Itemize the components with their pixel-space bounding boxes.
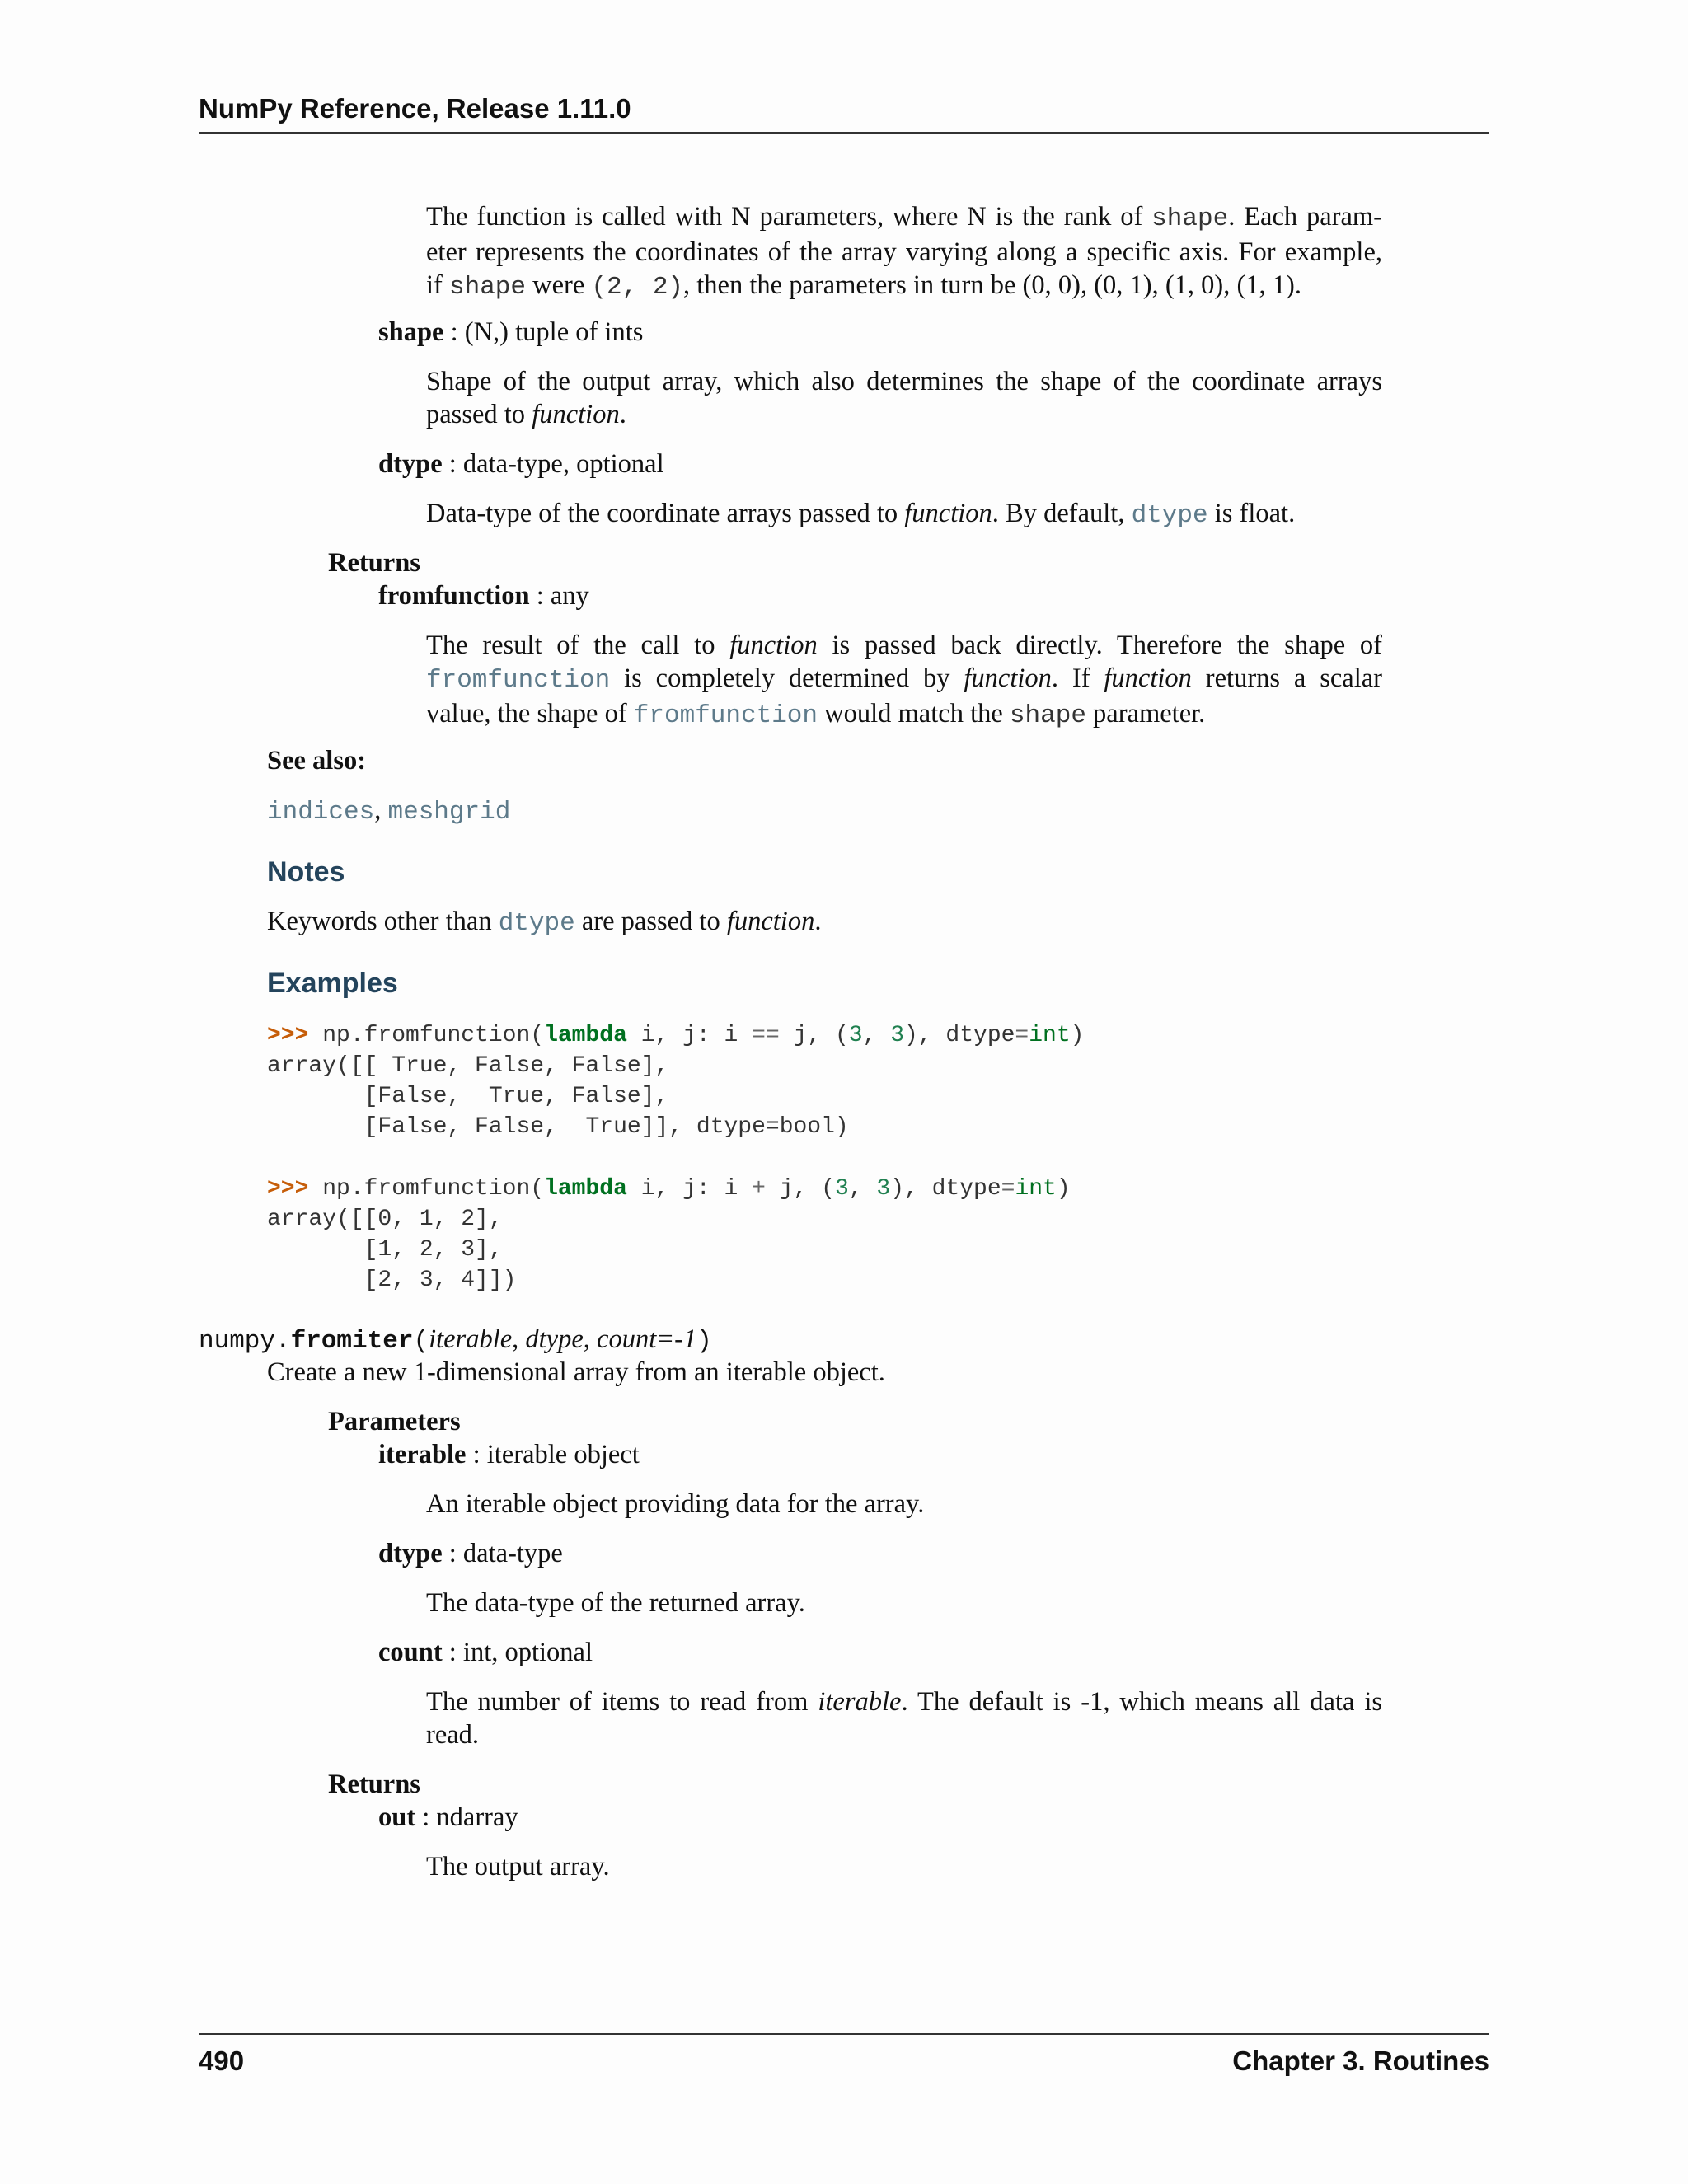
fromfunction-link[interactable]: fromfunction — [426, 666, 611, 695]
param-count-description: The number of items to read from iterable. The default is -1, which means all data is read. — [426, 1687, 1382, 1750]
param-iterable-heading: iterable : iterable object — [378, 1440, 640, 1469]
page-number: 490 — [199, 2046, 245, 2076]
notes-text: Keywords other than dtype are passed to function. — [267, 907, 822, 938]
code-example-2: >>> np.fromfunction(lambda i, j: i + j, (3, 3), dtype=int) array([[0, 1, 2], [1, 2, 3], [2, 3, 4]]) — [267, 1176, 1071, 1293]
param-iterable-description: An iterable object providing data for the array. — [426, 1489, 925, 1519]
returns-out-description: The output array. — [426, 1852, 610, 1882]
see-also-links: indices, meshgrid — [267, 795, 511, 827]
code-example-1: >>> np.fromfunction(lambda i, j: i == j, (3, 3), dtype=int) array([[ True, False, False], [False, True, False], [False, False, True]], dtype=bool) — [267, 1023, 1085, 1140]
param-dtype-heading: dtype : data-type, optional — [378, 449, 664, 479]
chapter-label: Chapter 3. Routines — [1232, 2046, 1489, 2076]
indices-link[interactable]: indices — [267, 798, 375, 827]
returns-label: Returns — [328, 548, 420, 578]
returns-fromfunction-heading: fromfunction : any — [378, 581, 589, 611]
parameters-label: Parameters — [328, 1407, 461, 1436]
examples-heading: Examples — [267, 968, 398, 999]
see-also-label: See also: — [267, 746, 367, 776]
dtype-link[interactable]: dtype — [1131, 501, 1208, 530]
param-count-heading: count : int, optional — [378, 1638, 593, 1667]
header-title: NumPy Reference, Release 1.11.0 — [199, 93, 631, 124]
returns-out-heading: out : ndarray — [378, 1802, 518, 1832]
page-footer — [199, 2033, 1489, 2079]
param-dtype2-heading: dtype : data-type — [378, 1539, 563, 1568]
fromfunction-link-2[interactable]: fromfunction — [633, 701, 818, 730]
dtype-link-notes[interactable]: dtype — [498, 909, 575, 938]
function-param-description: The function is called with N parameters, where N is the rank of shape. Each param- eter represents the coordinates of the array varying along a specific axis. For example, if shape were (2, 2), then the parameters in turn be (0, 0), (0, 1), (1, 0), (1, 1). — [426, 202, 1382, 302]
meshgrid-link[interactable]: meshgrid — [387, 798, 511, 827]
param-dtype2-description: The data-type of the returned array. — [426, 1588, 805, 1618]
page-header — [199, 91, 1489, 134]
fromiter-signature: numpy.fromiter(iterable, dtype, count=-1) — [199, 1324, 712, 1356]
returns-label-2: Returns — [328, 1769, 420, 1799]
param-shape-description: Shape of the output array, which also determines the shape of the coordinate arrays passed to function. — [426, 367, 1382, 429]
notes-heading: Notes — [267, 856, 345, 888]
returns-description: The result of the call to function is passed back directly. Therefore the shape of fromfunction is completely determined by function. If function returns a scalar value, the shape of fromfunction would match the shape parameter. — [426, 630, 1382, 730]
fromiter-summary: Create a new 1-dimensional array from an iterable object. — [267, 1357, 885, 1387]
param-shape-heading: shape : (N,) tuple of ints — [378, 317, 644, 347]
param-dtype-description: Data-type of the coordinate arrays passed to function. By default, dtype is float. — [426, 499, 1296, 530]
